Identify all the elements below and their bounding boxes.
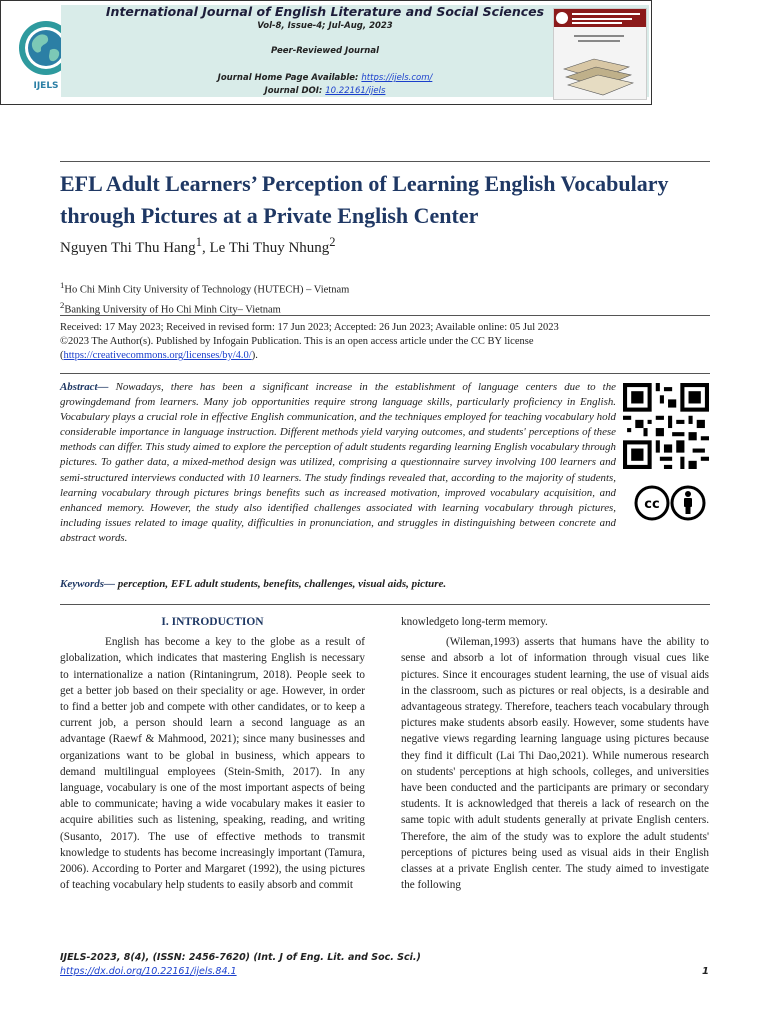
right-column bbox=[401, 614, 709, 893]
left-column bbox=[60, 614, 365, 893]
publication-dates: Received: 17 May 2023; Received in revised form: 17 Jun 2023; Accepted: 26 Jun 2023; Available online: 05 Jul 2023 ©2023 The Author(s). Published by Infogain Publication. This is an open access article under the CC BY license (https://creativecommons.org/licenses/by/4.0/). bbox=[60, 321, 720, 363]
peer-reviewed-label: Peer-Reviewed Journal bbox=[271, 46, 379, 56]
author-1: Nguyen Thi Thu Hang bbox=[60, 240, 196, 256]
svg-text:cc: cc bbox=[644, 497, 660, 512]
journal-home-link[interactable]: https://ijels.com/ bbox=[361, 73, 433, 83]
keywords bbox=[60, 578, 446, 590]
divider bbox=[60, 161, 710, 162]
footer-citation: IJELS-2023, 8(4), (ISSN: 2456-7620) (Int. J of Eng. Lit. and Soc. Sci.) https://dx.doi.org/10.22161/ijels.84.1 bbox=[60, 952, 421, 977]
divider bbox=[60, 604, 710, 605]
cc-by-license-icon[interactable] bbox=[634, 485, 708, 521]
keywords-label: Keywords— bbox=[60, 578, 115, 590]
section-heading-introduction: I. INTRODUCTION bbox=[161, 616, 264, 628]
journal-volume: Vol-8, Issue-4; Jul-Aug, 2023 bbox=[257, 21, 393, 31]
authors: Nguyen Thi Thu Hang$^1$, Le Thi Thuy Nhung$^2$ bbox=[60, 235, 336, 256]
abstract-text: Nowadays, there has been a significant increase in the establishment of language centers due to the growingdemand from learners. Many job opportunities require strong language skills, particularly proficiency in English. Vocabulary plays a crucial role in effective English communication, and the techniques employed for teaching vocabulary hold considerable importance in language instruction. Different methods yield varying outcomes, and students' perceptions of these methods can differ. This study aimed to explore the perception of adult students regarding learning English vocabulary through pictures. To gather data, a mixed-method design was utilized, comprising a questionnaire survey involving 100 learners and semi-structured interviews conducted with 10 learners. The study findings revealed that, according to the majority of students, learning vocabulary through pictures brings benefits such as increased motivation, improved vocabulary acquisition, and enhanced memory. However, the study also identified challenges associated with learning vocabulary through pictures, including issues related to image quality, difficulties in pronunciation, and struggles in distinguishing between concrete and abstract words. bbox=[60, 381, 616, 544]
journal-header bbox=[0, 0, 652, 105]
journal-cover-image bbox=[553, 8, 647, 100]
article-title: EFL Adult Learners’ Perception of Learning English Vocabulary through Pictures at a Private English Center bbox=[60, 171, 669, 228]
affiliation-2: $^2$Banking University of Ho Chi Minh City– Vietnam bbox=[60, 299, 281, 315]
body-paragraph: English has become a key to the globe as a result of globalization, which indicates that mastering English is necessary to internationalize a nation (Rintaningrum, 2018). People seek to get a better job based on their speciality or age. However, in order to find a better job and compete with other candidates, or to keep a current job, a person should learn a second language as an advantage (Raewf & Mahmood, 2021); since many businesses and organizations want to be global in business, which appears to demand multilingual employees (Stein-Smith, 2017). In any language, vocabulary is one of the most important aspects of being able to communicate; having a wide vocabulary makes it easier to acquire abilities such as listening, speaking, reading, and writing (Susanto, 2017). The use of effective methods to transmit knowledge to students has become increasingly important (Tamura, 2006). According to Porter and Margaret (1992), the using pictures of teaching vocabulary help students to easily absorb and commit bbox=[60, 636, 365, 892]
journal-doi-link[interactable]: 10.22161/ijels bbox=[325, 86, 386, 96]
journal-home: Journal Home Page Available: https://ijels.com/ bbox=[217, 73, 433, 83]
journal-doi: Journal DOI: 10.22161/ijels bbox=[264, 86, 386, 96]
journal-title: International Journal of English Literature and Social Sciences bbox=[105, 4, 545, 19]
body-paragraph-continued: knowledgeto long-term memory. bbox=[401, 616, 548, 628]
divider bbox=[60, 315, 710, 316]
abstract-label: Abstract— bbox=[60, 381, 109, 393]
keywords-text: perception, EFL adult students, benefits, challenges, visual aids, picture. bbox=[115, 578, 447, 590]
license-link[interactable]: https://creativecommons.org/licenses/by/4.0/ bbox=[63, 350, 252, 361]
divider bbox=[60, 373, 710, 374]
license-line: ©2023 The Author(s). Published by Infogain Publication. This is an open access article under the CC BY license bbox=[60, 336, 534, 347]
affiliation-1: $^1$Ho Chi Minh City University of Technology (HUTECH) – Vietnam bbox=[60, 280, 350, 296]
qr-code-icon[interactable] bbox=[623, 383, 709, 469]
affiliations bbox=[60, 278, 349, 317]
footer-doi-link[interactable]: https://dx.doi.org/10.22161/ijels.84.1 bbox=[60, 966, 237, 977]
body-paragraph: (Wileman,1993) asserts that humans have the ability to sense and absorb a lot of information through visual cues like pictures. Since it encourages student learning, the use of visual aids in the classroom, such as pictures or real objects, is a desirable and advantageous strategy. Therefore, teachers teach vocabulary through pictures make students absorb easily. However, some students have negative views regarding learning language using pictures because they find it difficult (Lai Thi Dao,2021). While numerous research on students' perceptions at high schools, colleges, and universities have been conducted and the participants are primary or secondary students. It is acknowledged that thereis a lack of research on the same topic with adult students generally at private English centers. Therefore, the aim of the study was to explore the adult students' perceptions of pictures being used as visual aids in their English classes at a private English center. The study aimed to investigate the following bbox=[401, 636, 709, 892]
svg-text:IJELS: IJELS bbox=[33, 81, 59, 91]
abstract bbox=[60, 380, 616, 546]
author-2: Le Thi Thuy Nhung bbox=[209, 240, 330, 256]
page-number: 1 bbox=[702, 966, 709, 977]
